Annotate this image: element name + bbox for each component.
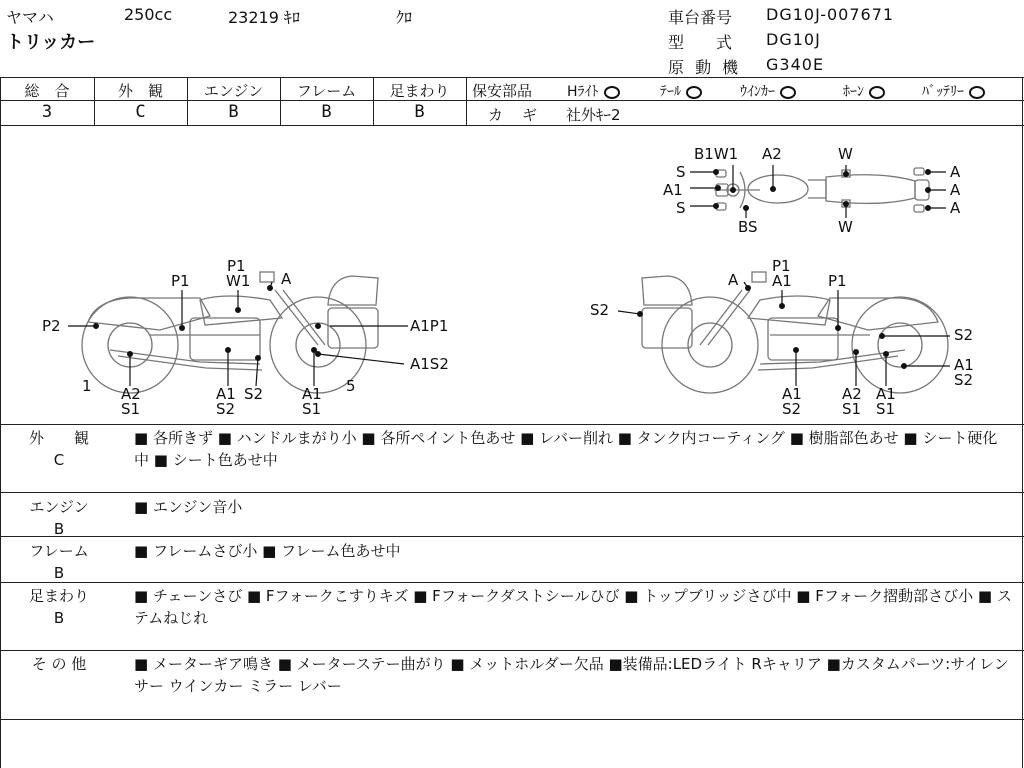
safety-headlight [567,81,620,101]
remark-label-other-title: そ の 他 [31,655,87,673]
diagram-label: S1 [302,400,322,418]
engine-grade-label: エンジン [203,82,264,100]
diagram-label: B1W1 [694,145,739,163]
diagram-label: S [676,199,686,217]
type-label: 型 式 [668,33,733,52]
diagram-label: A2 [121,385,141,403]
remark-text-other: ■ メーターギア鳴き ■ メーターステー曲がり ■ メットホルダー欠品 ■装備品:LEDライト Rキャリア ■カスタムパーツ:サイレンサー ウインカー ミラー レバー [134,655,1009,695]
remark-label-exterior-grade: C [53,451,65,469]
diagram-label: P1 [828,272,847,290]
diagram-label: A1 [782,385,802,403]
circle-mark-icon [869,86,885,99]
overall-label: 総 合 [24,82,70,100]
diagram-label: A1 [876,385,896,403]
damage-diagram [0,125,1024,424]
key-value: 社外ｷｰ2 [566,106,621,124]
diagram-label: 1 [82,377,92,395]
winker-label: ｳｲﾝｶｰ [740,84,775,100]
diagram-label: A1P1 [410,317,449,335]
remark-text-exterior: ■ 各所きず ■ ハンドルまがり小 ■ 各所ペイント色あせ ■ レバー削れ ■ タンク内コーティング ■ 樹脂部色あせ ■ シート硬化中 ■ シート色あせ中 [134,429,998,469]
diagram-label: A [950,163,961,181]
remark-divider-3 [0,582,1024,583]
remark-label-other [14,653,104,675]
remark-label-suspension [14,585,104,629]
remark-label-exterior-title: 外 観 [28,429,89,447]
safety-battery [922,81,985,101]
safety-winker [740,81,796,101]
engine-grade: B [228,102,239,122]
frame-no-label: 車台番号 [668,8,733,27]
remark-divider-1 [0,492,1024,493]
remark-label-frame-title: フレーム [29,542,89,560]
diagram-label: W [838,218,853,236]
safety-horn [843,81,885,101]
safety-taillight [660,81,702,101]
remark-divider-5 [0,719,1024,720]
diagram-label: A [281,270,292,288]
diagram-label: S2 [782,400,802,418]
diagram-label: P1 [772,257,791,275]
color: ｸﾛ [396,8,413,27]
taillight-label: ﾃｰﾙ [660,84,681,100]
diagram-label: A [950,199,961,217]
diagram-label: S2 [244,385,264,403]
exterior-grade: C [135,102,146,122]
mileage: 23219 ｷﾛ [228,8,300,27]
diagram-label: 5 [346,377,356,395]
remark-label-frame-grade: B [53,564,65,582]
grade-col-5 [466,77,467,125]
diagram-label: W1 [226,272,251,290]
frame-no: DG10J-007671 [766,5,895,24]
maker: ヤマハ [6,8,54,27]
diagram-label: A1 [772,272,792,290]
remark-text-suspension: ■ チェーンさび ■ Fフォークこすりキズ ■ Fフォークダストシールひび ■ トップブリッジさび中 ■ Fフォーク摺動部さび小 ■ ステムねじれ [134,587,1012,627]
remark-label-suspension-title: 足まわり [28,587,89,605]
safety-label: 保安部品 [472,82,533,100]
remark-label-suspension-grade: B [53,609,65,627]
circle-mark-icon [969,86,985,99]
type-value: DG10J [766,30,821,49]
diagram-label: BS [738,218,758,236]
diagram-label: S2 [590,301,610,319]
diagram-label: P1 [227,257,246,275]
diagram-label: A [950,181,961,199]
headlight-label: Hﾗｲﾄ [567,84,599,100]
exterior-label: 外 観 [117,82,163,100]
diagram-label: S1 [842,400,862,418]
remark-label-engine-title: エンジン [29,498,89,516]
engine-label: 原 動 機 [668,58,742,77]
diagram-label: A1S2 [410,355,449,373]
diagram-label: A2 [762,145,782,163]
suspension-grade-label: 足まわり [389,82,450,100]
horn-label: ﾎｰﾝ [843,84,864,100]
diagram-label: S1 [876,400,896,418]
remark-text-engine: ■ エンジン音小 [134,498,243,516]
displacement: 250cc [124,5,173,24]
remark-label-exterior [14,427,104,471]
left-side-motorcycle-icon [82,272,378,393]
diagram-label: S2 [216,400,236,418]
remark-divider-2 [0,536,1024,537]
remark-text-frame: ■ フレームさび小 ■ フレーム色あせ中 [134,542,401,560]
circle-mark-icon [780,86,796,99]
diagram-label: S1 [121,400,141,418]
circle-mark-icon [604,86,620,99]
remark-label-engine-grade: B [53,520,65,538]
diagram-label: P1 [171,272,190,290]
key-label: カ ギ [488,106,540,124]
remark-label-frame [14,540,104,584]
remark-label-engine [14,496,104,540]
diagram-label: S2 [954,371,974,389]
model-name: トリッカー [6,32,96,53]
diagram-label: A1 [302,385,322,403]
right-side-motorcycle-icon [642,272,948,393]
diagram-label: S2 [954,326,974,344]
remark-divider-4 [0,650,1024,651]
diagram-label: A1 [663,181,683,199]
diagram-label: A1 [216,385,236,403]
diagram-bottom-divider [0,424,1024,425]
circle-mark-icon [686,86,702,99]
suspension-grade: B [414,102,425,122]
diagram-label: A1 [954,356,974,374]
diagram-label: A2 [842,385,862,403]
frame-grade: B [321,102,332,122]
battery-label: ﾊﾞｯﾃﾘｰ [922,84,964,100]
diagram-label: A [728,271,739,289]
header-divider [0,77,1024,78]
diagram-label: P2 [42,317,61,335]
overall-grade: 3 [41,102,53,122]
frame-grade-label: フレーム [296,82,357,100]
engine-value: G340E [766,55,825,74]
diagram-label: S [676,163,686,181]
diagram-label: W [838,145,853,163]
